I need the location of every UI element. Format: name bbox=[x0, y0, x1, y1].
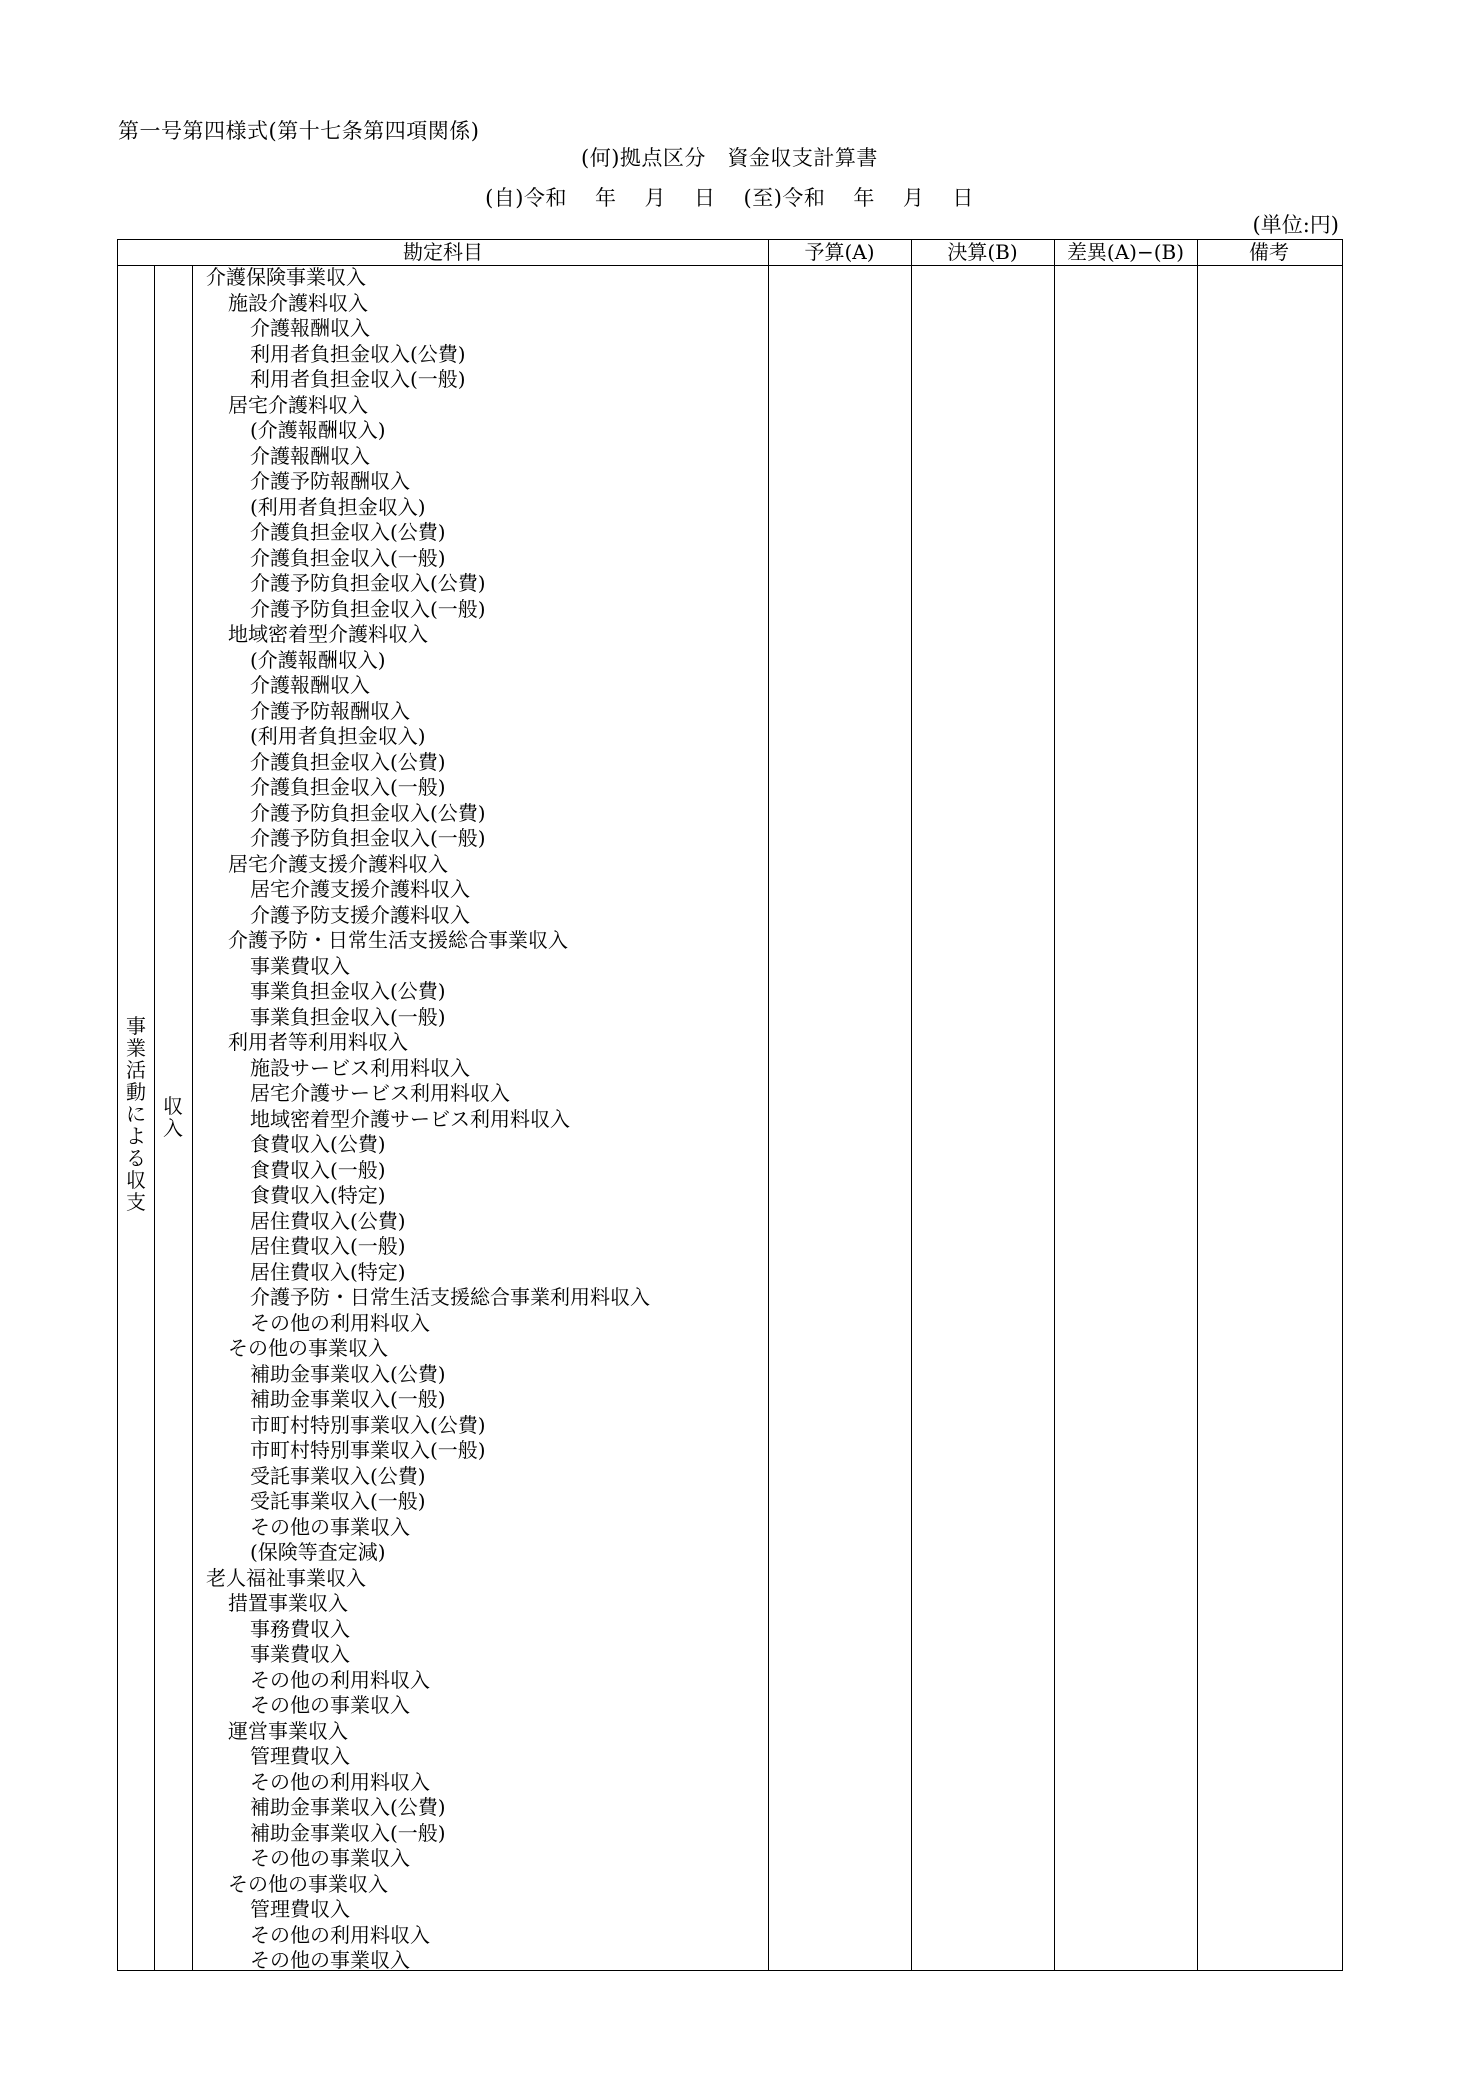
account-row: 事業負担金収入(公費) bbox=[250, 979, 446, 1003]
section-label-char: 支 bbox=[126, 1190, 146, 1214]
account-row: 受託事業収入(公費) bbox=[250, 1463, 426, 1488]
statement-table bbox=[117, 239, 1343, 1971]
unit-label: (単位:円) bbox=[1252, 213, 1339, 237]
account-row: 利用者負担金収入(公費) bbox=[250, 341, 466, 366]
account-row: その他の事業収入 bbox=[250, 1846, 410, 1870]
form-number: 第一号第四様式(第十七条第四項関係) bbox=[118, 119, 480, 143]
account-row: 介護予防支援介護料収入 bbox=[250, 902, 470, 927]
account-row: 利用者負担金収入(一般) bbox=[250, 367, 466, 391]
account-row: 介護負担金収入(公費) bbox=[250, 520, 446, 544]
account-row: 居住費収入(一般) bbox=[250, 1234, 406, 1258]
period-to-day: 日 bbox=[952, 186, 974, 210]
account-row: 事業費収入 bbox=[250, 1642, 350, 1666]
account-row: 食費収入(一般) bbox=[250, 1157, 386, 1182]
section-label-char: に bbox=[126, 1102, 146, 1126]
account-row: 補助金事業収入(公費) bbox=[250, 1361, 446, 1386]
account-row: その他の利用料収入 bbox=[250, 1769, 430, 1794]
period-to-year: 年 bbox=[853, 186, 875, 210]
account-row: 利用者等利用料収入 bbox=[228, 1030, 408, 1054]
account-rows bbox=[118, 265, 1342, 1970]
account-row: 市町村特別事業収入(公費) bbox=[250, 1412, 486, 1437]
subsection-label-char: 入 bbox=[163, 1116, 183, 1140]
header-difference: 差異(A)−(B) bbox=[1066, 240, 1185, 264]
account-row: 介護予防・日常生活支援総合事業利用料収入 bbox=[250, 1285, 650, 1309]
account-row: 運営事業収入 bbox=[228, 1718, 348, 1743]
account-row: 補助金事業収入(一般) bbox=[250, 1387, 446, 1411]
account-row: 居宅介護支援介護料収入 bbox=[228, 851, 448, 876]
account-row: (保険等査定減) bbox=[250, 1540, 386, 1564]
account-row: 老人福祉事業収入 bbox=[206, 1565, 366, 1590]
account-row: (利用者負担金収入) bbox=[250, 494, 426, 519]
period-from-label: (自)令和 bbox=[485, 186, 567, 210]
account-row: 介護報酬収入 bbox=[250, 443, 370, 468]
account-row: 措置事業収入 bbox=[228, 1591, 348, 1615]
account-row: 介護予防報酬収入 bbox=[250, 698, 410, 723]
account-row: 居住費収入(公費) bbox=[250, 1208, 406, 1233]
account-row: 居宅介護料収入 bbox=[228, 392, 368, 417]
section-label-char: 収 bbox=[126, 1168, 146, 1192]
section-label-char: 事 bbox=[126, 1014, 146, 1038]
account-row: その他の事業収入 bbox=[228, 1871, 388, 1896]
account-row: 介護負担金収入(一般) bbox=[250, 775, 446, 799]
account-row: その他の利用料収入 bbox=[250, 1310, 430, 1335]
header-settlement: 決算(B) bbox=[947, 240, 1018, 264]
period-from-year: 年 bbox=[595, 186, 617, 210]
account-row: 地域密着型介護サービス利用料収入 bbox=[250, 1106, 570, 1131]
account-row: その他の事業収入 bbox=[250, 1514, 410, 1539]
account-row: 食費収入(特定) bbox=[250, 1183, 386, 1207]
table-header bbox=[118, 240, 1342, 266]
account-row: 介護報酬収入 bbox=[250, 673, 370, 697]
period-to-month: 月 bbox=[902, 186, 925, 210]
account-row: 補助金事業収入(一般) bbox=[250, 1820, 446, 1845]
account-row: 介護予防・日常生活支援総合事業収入 bbox=[228, 928, 568, 952]
account-row: 事務費収入 bbox=[250, 1616, 350, 1641]
account-row: (介護報酬収入) bbox=[250, 418, 386, 442]
header-remarks: 備考 bbox=[1249, 240, 1289, 264]
account-row: 市町村特別事業収入(一般) bbox=[250, 1438, 486, 1462]
account-row: 地域密着型介護料収入 bbox=[228, 622, 428, 646]
account-row: その他の利用料収入 bbox=[250, 1667, 430, 1692]
account-row: 介護保険事業収入 bbox=[206, 265, 366, 289]
subsection-label-char: 収 bbox=[163, 1094, 183, 1118]
account-row: 介護負担金収入(一般) bbox=[250, 545, 446, 570]
header-account: 勘定科目 bbox=[403, 240, 483, 264]
account-row: 管理費収入 bbox=[250, 1897, 350, 1921]
account-row: 介護予防負担金収入(一般) bbox=[250, 826, 486, 850]
section-label-char: よ bbox=[126, 1124, 146, 1148]
account-row: 介護予防負担金収入(公費) bbox=[250, 571, 486, 595]
account-row: その他の事業収入 bbox=[250, 1948, 410, 1972]
account-row: 介護予防負担金収入(一般) bbox=[250, 596, 486, 621]
document-title: (何)拠点区分 資金収支計算書 bbox=[581, 146, 878, 170]
account-row: (利用者負担金収入) bbox=[250, 724, 426, 748]
account-row: 事業費収入 bbox=[250, 953, 350, 978]
account-row: 介護負担金収入(公費) bbox=[250, 749, 446, 774]
account-row: その他の利用料収入 bbox=[250, 1922, 430, 1947]
account-row: その他の事業収入 bbox=[250, 1693, 410, 1717]
account-row: 居宅介護サービス利用料収入 bbox=[250, 1081, 510, 1105]
section-label-char: 動 bbox=[126, 1080, 146, 1104]
account-row: 介護報酬収入 bbox=[250, 316, 370, 340]
period-from-day: 日 bbox=[694, 186, 716, 210]
period-line bbox=[0, 185, 1459, 211]
period-to-label: (至)令和 bbox=[743, 186, 826, 210]
account-row: 管理費収入 bbox=[250, 1744, 350, 1768]
account-row: その他の事業収入 bbox=[228, 1336, 388, 1360]
account-row: 居宅介護支援介護料収入 bbox=[250, 877, 470, 901]
account-row: (介護報酬収入) bbox=[250, 647, 386, 672]
account-row: 補助金事業収入(公費) bbox=[250, 1795, 446, 1819]
period-from-month: 月 bbox=[644, 186, 666, 210]
section-label-char: る bbox=[126, 1146, 146, 1170]
account-row: 受託事業収入(一般) bbox=[250, 1489, 426, 1513]
account-row: 事業負担金収入(一般) bbox=[250, 1004, 446, 1029]
account-row: 介護予防負担金収入(公費) bbox=[250, 800, 486, 825]
header-budget: 予算(A) bbox=[804, 240, 875, 264]
account-row: 食費収入(公費) bbox=[250, 1132, 386, 1156]
account-row: 居住費収入(特定) bbox=[250, 1259, 406, 1284]
account-row: 介護予防報酬収入 bbox=[250, 469, 410, 493]
section-label-char: 業 bbox=[126, 1036, 146, 1060]
account-row: 施設サービス利用料収入 bbox=[250, 1055, 470, 1080]
section-label-char: 活 bbox=[126, 1058, 146, 1082]
account-row: 施設介護料収入 bbox=[228, 290, 368, 315]
